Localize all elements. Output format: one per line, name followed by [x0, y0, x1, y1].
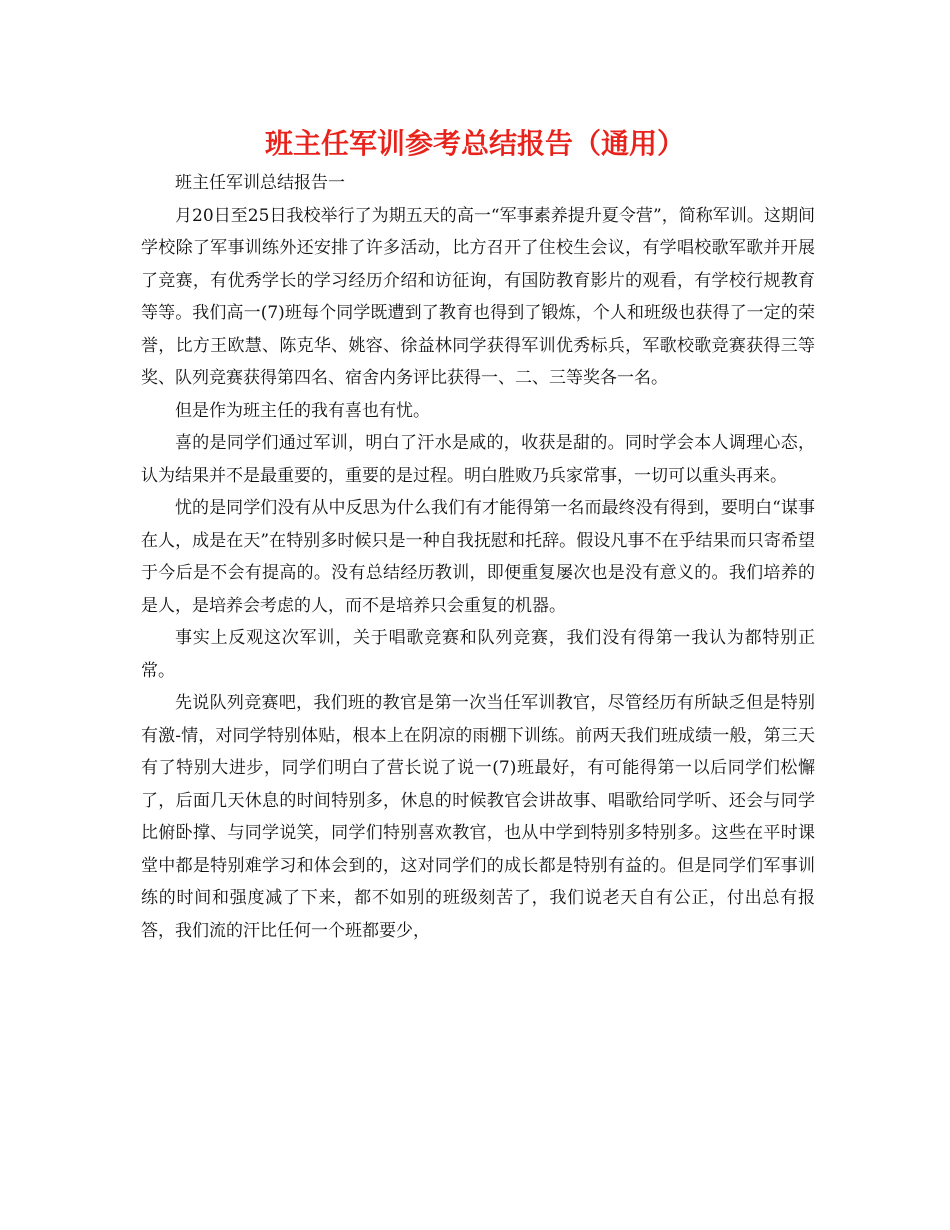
- document-title: 班主任军训参考总结报告（通用）: [264, 127, 685, 160]
- section-heading: 班主任军训总结报告一: [175, 173, 345, 193]
- paragraph: 月20日至25日我校举行了为期五天的高一“军事素养提升夏令营”，简称军训。这期间学校除了军事训练外还安排了许多活动，比方召开了住校生会议，有学唱校歌军歌并开展了竞赛，有优秀学长的学习经历介绍和访征询，有国防教育影片的观看，有学校行规教育等等。我们高一(7)班每个同学既遭到了教育也得到了锻炼，个人和班级也获得了一定的荣誉，比方王欧慧、陈克华、姚容、徐益林同学获得军训优秀标兵，军歌校歌竞赛获得三等奖、队列竞赛获得第四名、宿舍内务评比获得一、二、三等奖各一名。: [141, 205, 815, 388]
- paragraph: 忧的是同学们没有从中反思为什么我们有才能得第一名而最终没有得到，要明白“谋事在人，成是在天”在特别多时候只是一种自我抚慰和托辞。假设凡事不在乎结果而只寄希望于今后是不会有提高的。没有总结经历教训，即便重复屡次也是没有意义的。我们培养的是人，是培养会考虑的人，而不是培养只会重复的机器。: [141, 498, 815, 616]
- paragraph: 事实上反观这次军训，关于唱歌竞赛和队列竞赛，我们没有得第一我认为都特别正常。: [141, 628, 815, 681]
- paragraph: 但是作为班主任的我有喜也有忧。: [175, 400, 430, 421]
- paragraph: 喜的是同学们通过军训，明白了汗水是咸的，收获是甜的。同时学会本人调理心态，认为结果并不是最重要的，重要的是过程。明白胜败乃兵家常事，一切可以重头再来。: [141, 433, 815, 486]
- paragraph: 先说队列竞赛吧，我们班的教官是第一次当任军训教官，尽管经历有所缺乏但是特别有激-情，对同学特别体贴，根本上在阴凉的雨棚下训练。前两天我们班成绩一般，第三天有了特别大进步，同学们明白了营长说了说一(7)班最好，有可能得第一以后同学们松懈了，后面几天休息的时间特别多，休息的时候教官会讲故事、唱歌给同学听、还会与同学比俯卧撑、与同学说笑，同学们特别喜欢教官，也从中学到特别多特别多。这些在平时课堂中都是特别难学习和体会到的，这对同学们的成长都是特别有益的。但是同学们军事训练的时间和强度减了下来，都不如别的班级刻苦了，我们说老天自有公正，付出总有报答，我们流的汗比任何一个班都要少，: [141, 693, 815, 941]
- document-body: [141, 167, 815, 947]
